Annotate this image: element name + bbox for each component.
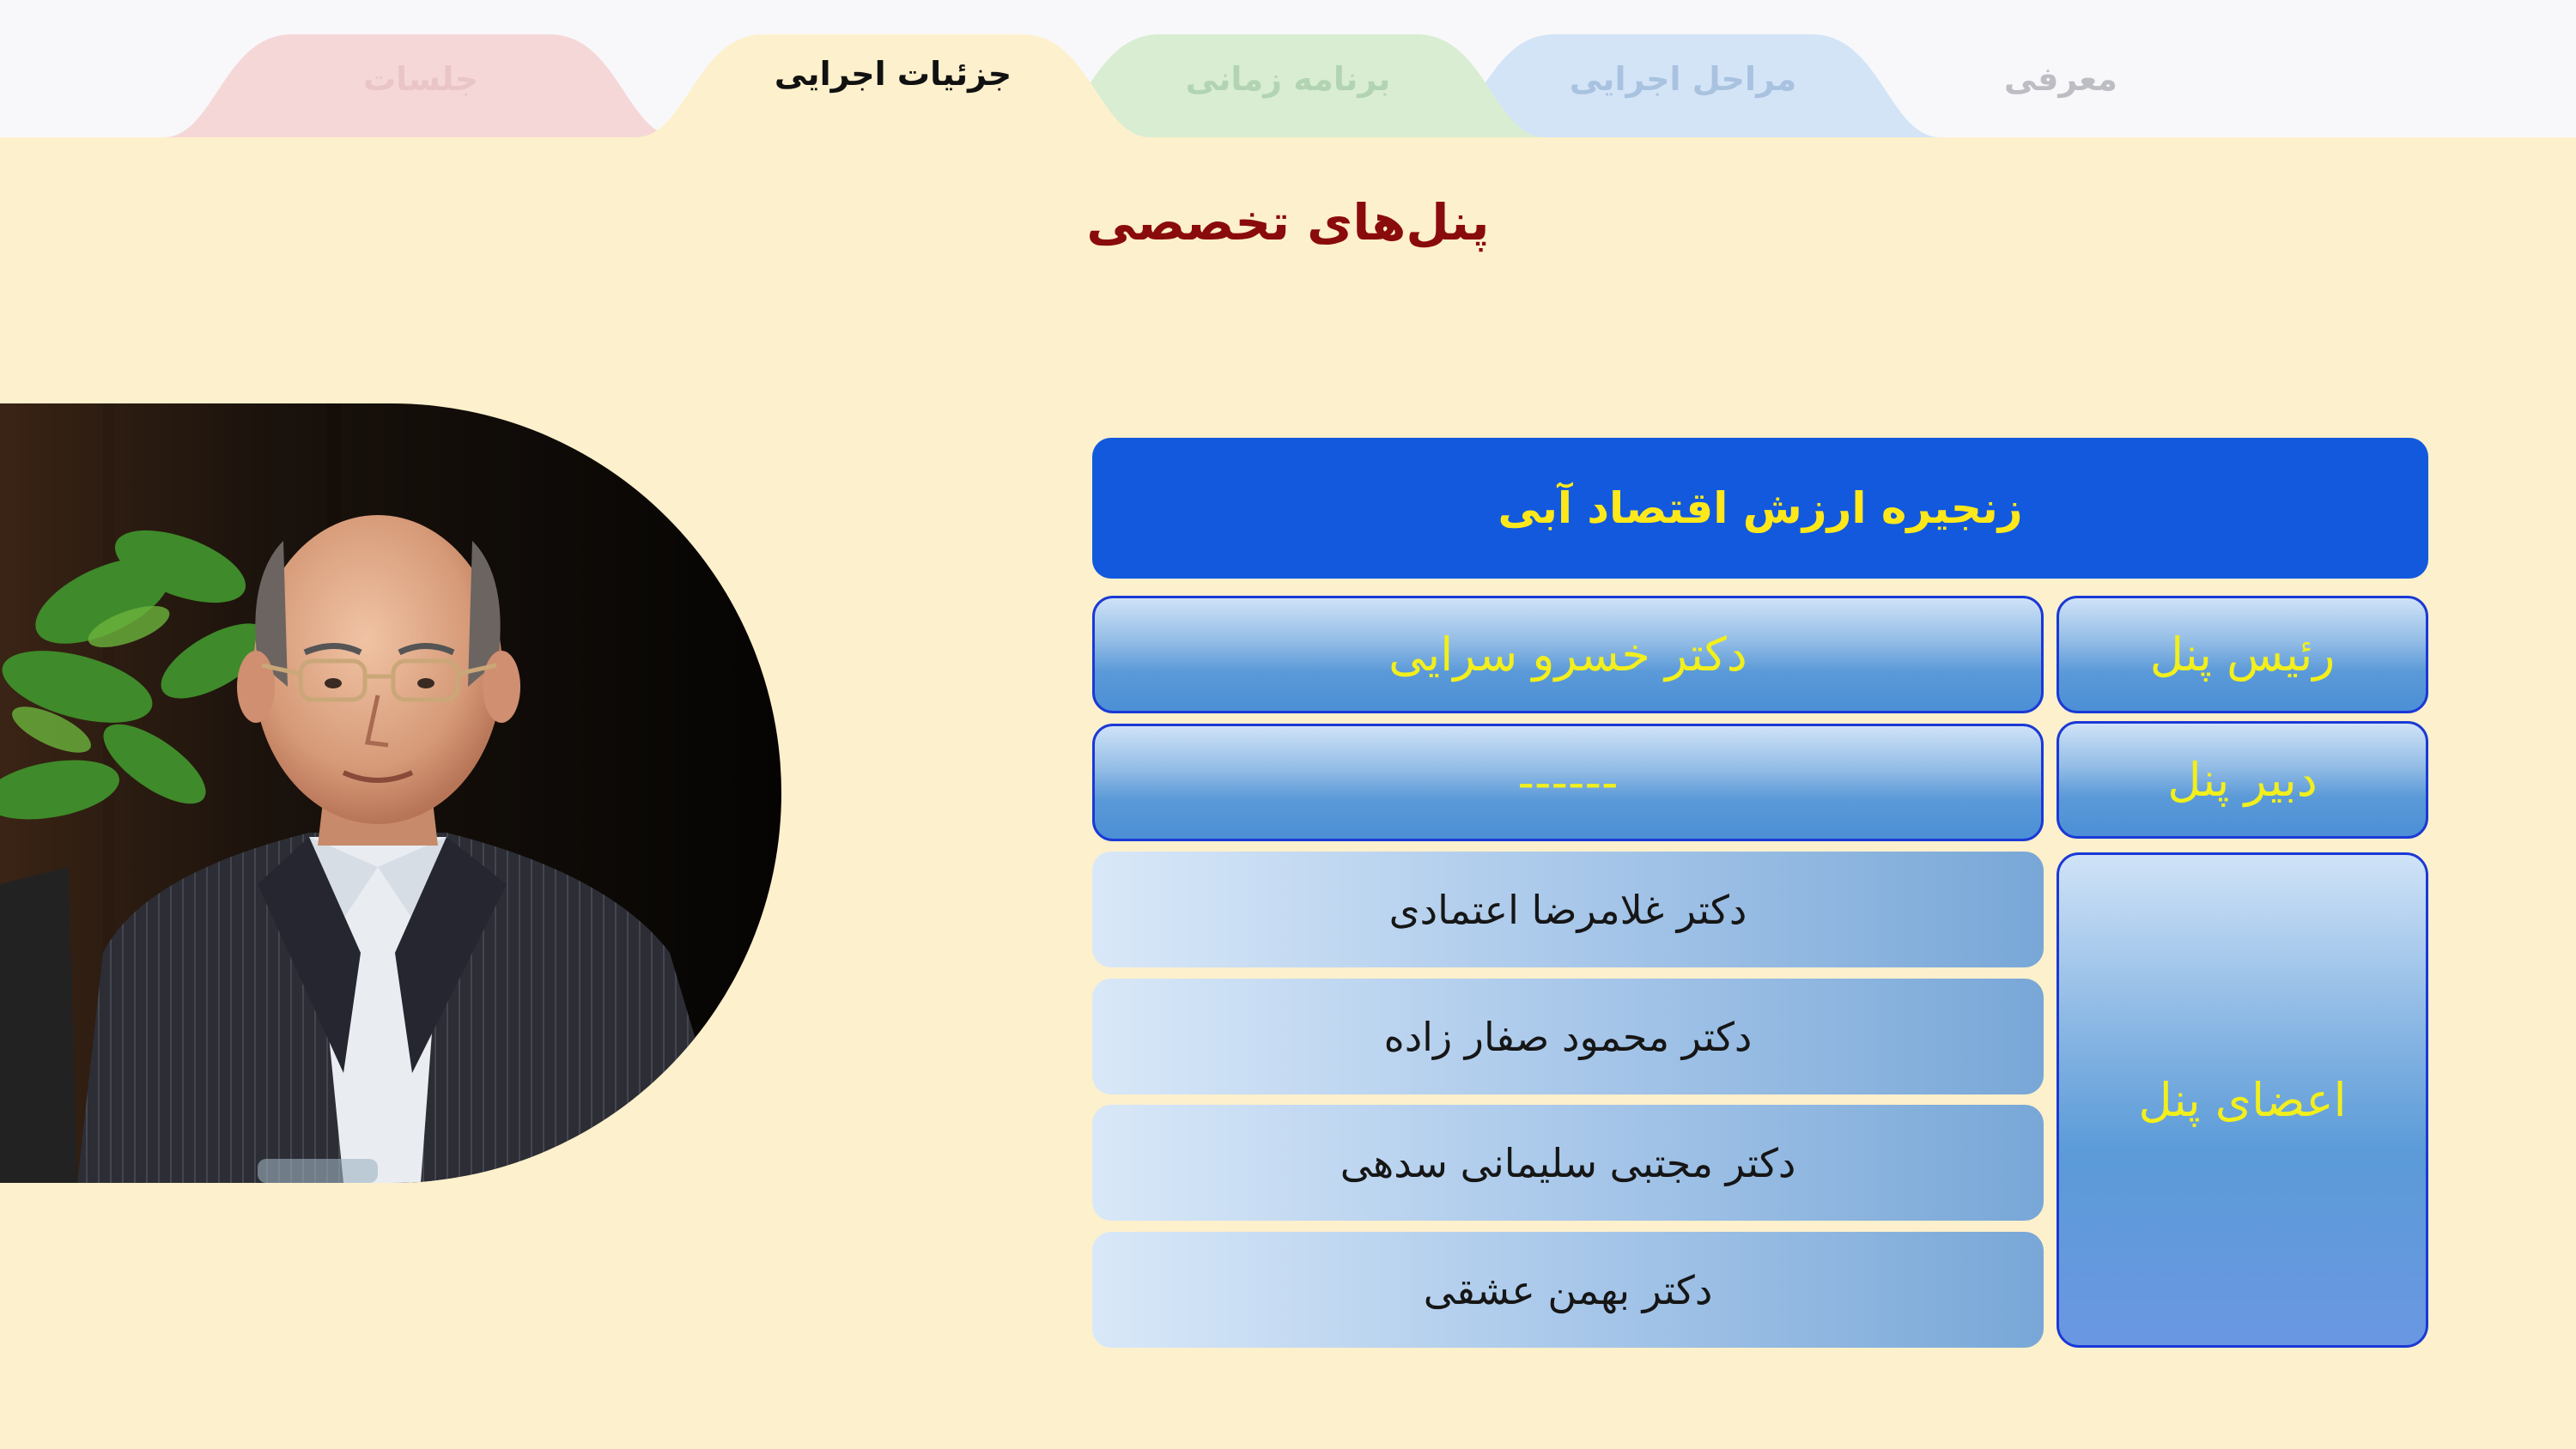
member-item: دکتر غلامرضا اعتمادی (1092, 852, 2044, 967)
tab-stages-label: مراحل اجرایی (1569, 60, 1797, 98)
tab-sessions-label: جلسات (362, 60, 479, 98)
secretary-name: ------ (1092, 724, 2044, 841)
tab-sessions[interactable] (163, 34, 678, 137)
secretary-label: دبیر پنل (2057, 721, 2428, 839)
tab-timeline-label: برنامه زمانی (1185, 60, 1391, 98)
member-item: دکتر مجتبی سلیمانی سدهی (1092, 1105, 2044, 1221)
member-item: دکتر بهمن عشقی (1092, 1232, 2044, 1348)
portrait-photo-icon (0, 403, 781, 1183)
page-title: پنل‌های تخصصی (1086, 193, 1490, 252)
portrait-photo (0, 403, 781, 1183)
tab-details[interactable] (635, 34, 1151, 137)
member-item: دکتر محمود صفار زاده (1092, 979, 2044, 1094)
tab-intro-label: معرفی (2004, 60, 2117, 98)
tab-details-label: جزئیات اجرایی (774, 55, 1012, 93)
panel-name-header: زنجیره ارزش اقتصاد آبی (1092, 438, 2428, 579)
members-label: اعضای پنل (2057, 852, 2428, 1348)
chair-name: دکتر خسرو سرایی (1092, 596, 2044, 713)
tab-bar (0, 0, 2576, 137)
chair-label: رئیس پنل (2057, 596, 2428, 713)
